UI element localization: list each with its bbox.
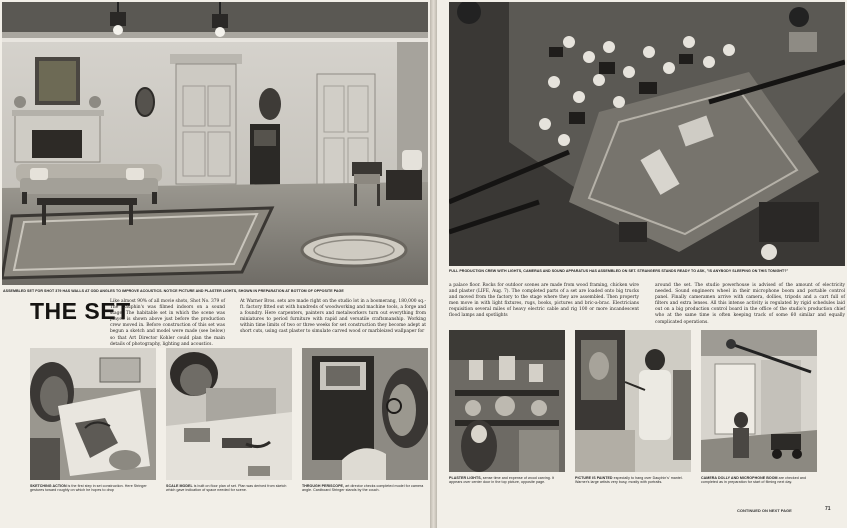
plaster-lights-image (449, 330, 565, 472)
right-page (437, 0, 847, 528)
scale-model-image (166, 348, 292, 480)
picture-painted-image (575, 330, 691, 472)
page-number: 71 (825, 506, 831, 512)
top-photo-caption: ASSEMBLED SET FOR SHOT 379 HAS WALLS AT ODD ANGLES TO IMPROVE ACOUSTICS. NOTICE PICTURE AND PLASTER LIGHTS, SHOWN IN PREPARATION AT BOTTOM OF OPPOSITE PAGE (3, 289, 344, 293)
body-column-2: around the set. The studio powerhouse is advised of the amount of electricity needed. Sound engineers wheel in their microphone boom and portable control panel. Finally cameramen arrive with camera, dollies, tripods and a cart full of filters and extra lenses. All this intense activity is regulated by rigid schedules laid out on a big production control board in the office of the studio's production chief who at the same time is often keeping track of some 60 similar and equally complicated operations. (655, 283, 845, 325)
body-column-1: a palace floor. Rocks for outdoor scenes are made from wood framing, chicken wire and plaster (LIFE, Aug. 7). The completed parts of a set are loaded onto big trucks and moved from the factory to the stage where they are assembled. Then property men move in with light fixtures, rugs, books, pictures and bric-a-brac. Electricians requisition several miles of heavy electric cable and rig 100 or more incandescent flood lamps and spotlights (449, 283, 639, 319)
drawing-room-set-image (2, 2, 428, 285)
page-gutter (430, 0, 437, 528)
camera-dolly-caption: CAMERA DOLLY AND MICROPHONE BOOM are checked and completed as in preparation for start of filming next day. (701, 476, 806, 485)
sketching-action-image (30, 348, 156, 480)
set-photo (2, 2, 428, 285)
crew-photo (449, 2, 845, 266)
camera-dolly-image (701, 330, 817, 472)
page-headline: THE SET (30, 298, 131, 324)
scale-model-photo (166, 348, 292, 480)
periscope-check-image (302, 348, 428, 480)
body-column-1: Like almost 90% of all movie shots, Shot No. 379 of The Dauphin's was filmed indoors on a sound stage. The habitable set in which the scene was played is shown above just before the production crew moved in. Before construction of this set was begun a sketch and model were made (see below) so that Art Director Kohler could plan the main details of photography, lighting and acoustics. (110, 299, 225, 347)
painting-photo (575, 330, 691, 472)
body-column-2: At Warner Bros. sets are made right on the studio lot in a boomerang, 180,000 sq.-ft. factory fitted out with hundreds of woodworking and machine tools, a forge and a foundry. Here carpenters, painters and metalworkers turn out everything from miniatures to period furniture with rapid and versatile craftsmanship. Working within time limits of two or three weeks for set construction they become adept at short cuts, using cast plaster to simulate carved wood or marbleized wallpaper for (240, 299, 426, 335)
continued-note: CONTINUED ON NEXT PAGE (737, 508, 792, 513)
scale-model-caption: SCALE MODEL is built on floor plan of set. Plan was derived from sketch which gave indication of space needed for scene. (166, 484, 287, 493)
periscope-caption: THROUGH PERISCOPE, art director checks completed model for camera angle. Cardboard Stringer stands by the couch. (302, 484, 424, 493)
sketching-photo (30, 348, 156, 480)
plaster-lights-photo (449, 330, 565, 472)
production-crew-overhead-image (449, 2, 845, 266)
painting-caption: PICTURE IS PAINTED especially to hang over Dauphin's' mantel. Warner's large artists very busy, mostly with portraits. (575, 476, 683, 485)
plaster-lights-caption: PLASTER LIGHTS, sense time and expense of wood carving. It appears over center door in the top picture, opposite page. (449, 476, 554, 485)
top-photo-caption: FULL PRODUCTION CREW WITH LIGHTS, CAMERAS AND SOUND APPARATUS HAS ASSEMBLED ON SET. STRANGERS STANDS READY TO ASK, "IS ANYBODY SLEEPING ON THIS TONIGHT?" (449, 269, 789, 273)
sketching-caption: SKETCHING ACTION is the first step in set construction. Here Stringer gestures toward roughly on which he hopes to drop (30, 484, 147, 493)
camera-dolly-photo (701, 330, 817, 472)
periscope-photo (302, 348, 428, 480)
